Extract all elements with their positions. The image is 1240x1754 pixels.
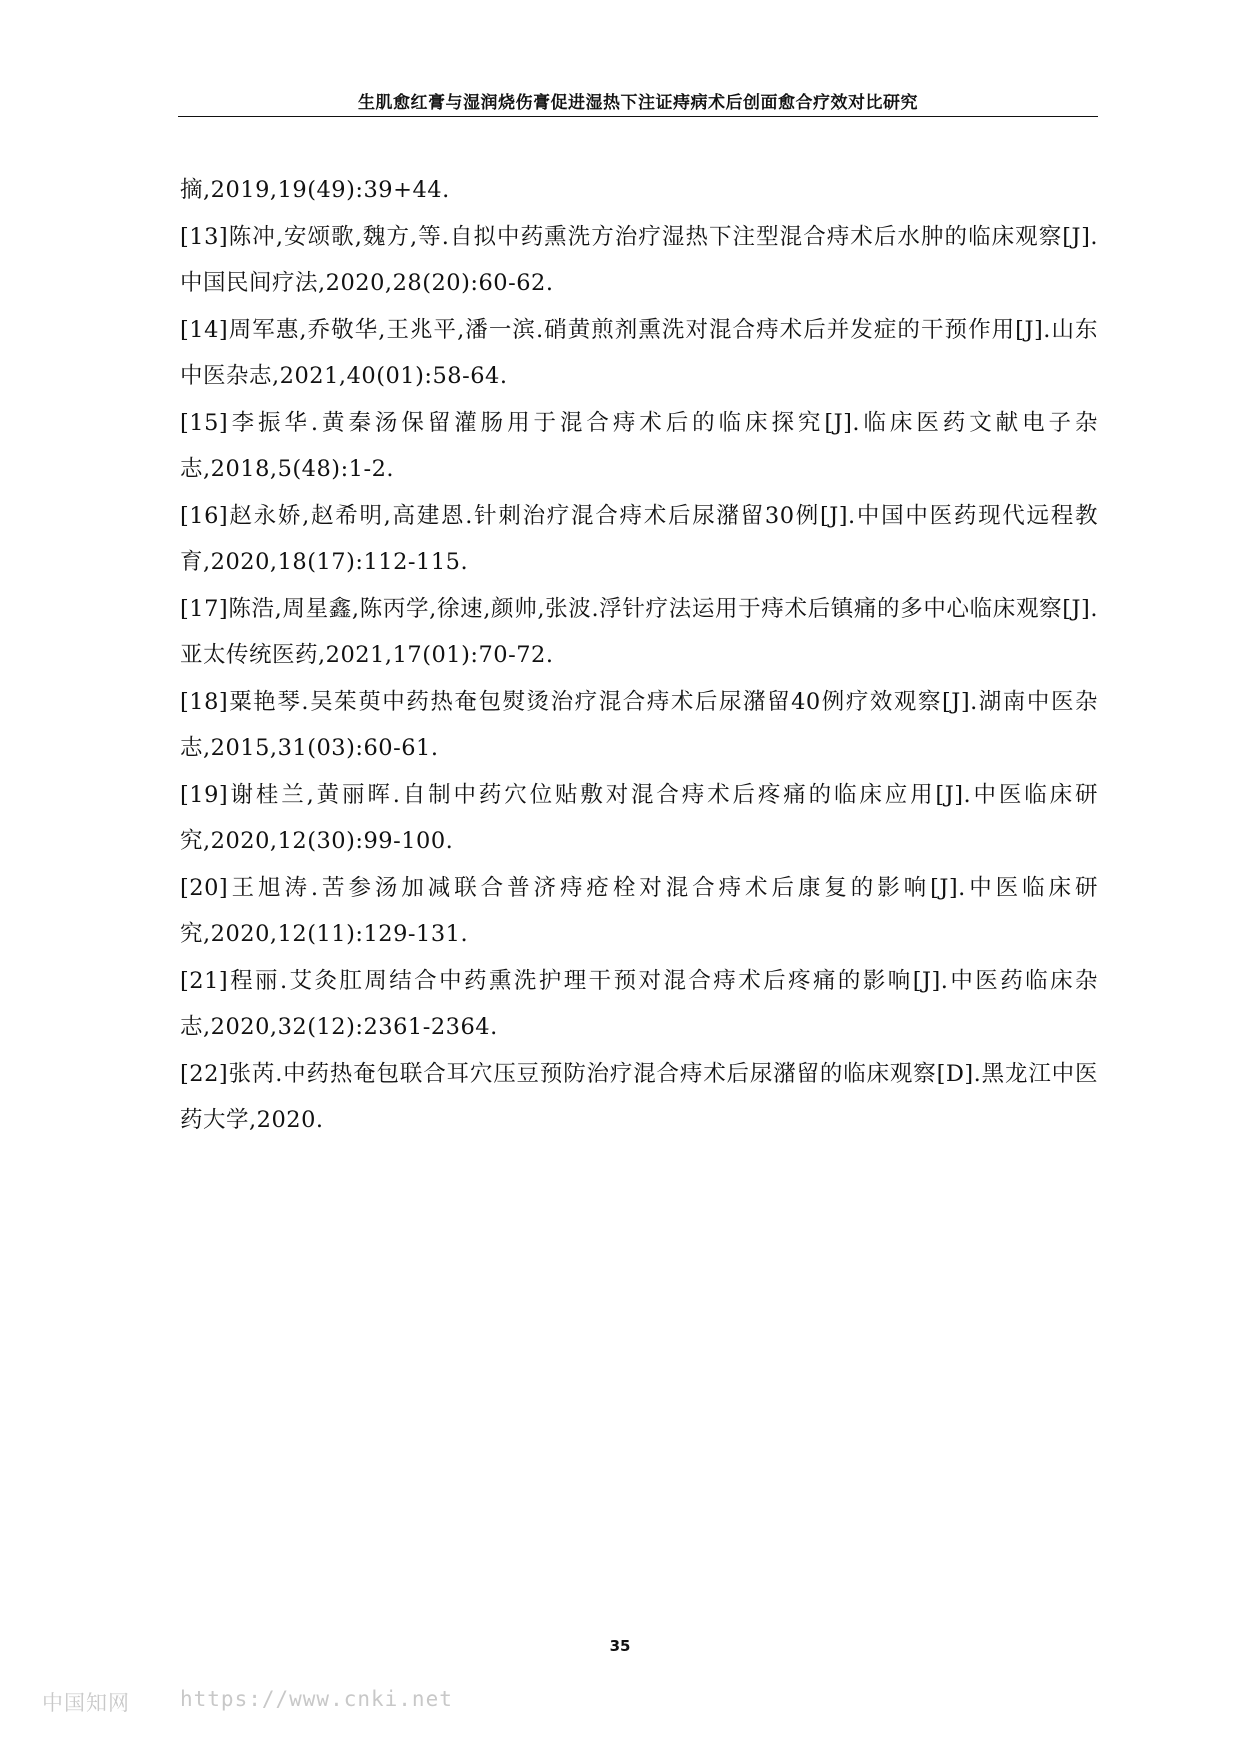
watermark-url: https://www.cnki.net [180, 1687, 453, 1711]
reference-item: [21]程丽.艾灸肛周结合中药熏洗护理干预对混合痔术后疼痛的影响[J].中医药临床杂志,2020,32(12):2361-2364. [180, 967, 1098, 1040]
reference-item: [17]陈浩,周星鑫,陈丙学,徐速,颜帅,张波.浮针疗法运用于痔术后镇痛的多中心临床观察[J].亚太传统医药,2021,17(01):70-72. [180, 595, 1098, 668]
reference-item: [18]粟艳琴.吴茱萸中药热奄包熨烫治疗混合痔术后尿潴留40例疗效观察[J].湖南中医杂志,2015,31(03):60-61. [180, 688, 1098, 761]
page-number: 35 [609, 1637, 631, 1655]
reference-item: [19]谢桂兰,黄丽晖.自制中药穴位贴敷对混合痔术后疼痛的临床应用[J].中医临床研究,2020,12(30):99-100. [180, 781, 1098, 854]
reference-item: [15]李振华.黄秦汤保留灌肠用于混合痔术后的临床探究[J].临床医药文献电子杂志,2018,5(48):1-2. [180, 409, 1098, 482]
reference-item: 摘,2019,19(49):39+44. [180, 177, 450, 203]
reference-item: [20]王旭涛.苦参汤加减联合普济痔疮栓对混合痔术后康复的影响[J].中医临床研究,2020,12(11):129-131. [180, 874, 1098, 947]
watermark-site-name: 中国知网 [42, 1691, 130, 1715]
reference-item: [16]赵永娇,赵希明,高建恩.针刺治疗混合痔术后尿潴留30例[J].中国中医药现代远程教育,2020,18(17):112-115. [180, 502, 1098, 575]
reference-item: [13]陈冲,安颂歌,魏方,等.自拟中药熏洗方治疗湿热下注型混合痔术后水肿的临床观察[J].中国民间疗法,2020,28(20):60-62. [180, 223, 1098, 296]
header-divider [178, 116, 1098, 117]
reference-list [180, 167, 1098, 1144]
reference-item: [22]张芮.中药热奄包联合耳穴压豆预防治疗混合痔术后尿潴留的临床观察[D].黑龙江中医药大学,2020. [180, 1060, 1098, 1133]
reference-item: [14]周军惠,乔敬华,王兆平,潘一滨.硝黄煎剂熏洗对混合痔术后并发症的干预作用[J].山东中医杂志,2021,40(01):58-64. [180, 316, 1098, 389]
running-header-title: 生肌愈红膏与湿润烧伤膏促进湿热下注证痔病术后创面愈合疗效对比研究 [358, 93, 918, 113]
